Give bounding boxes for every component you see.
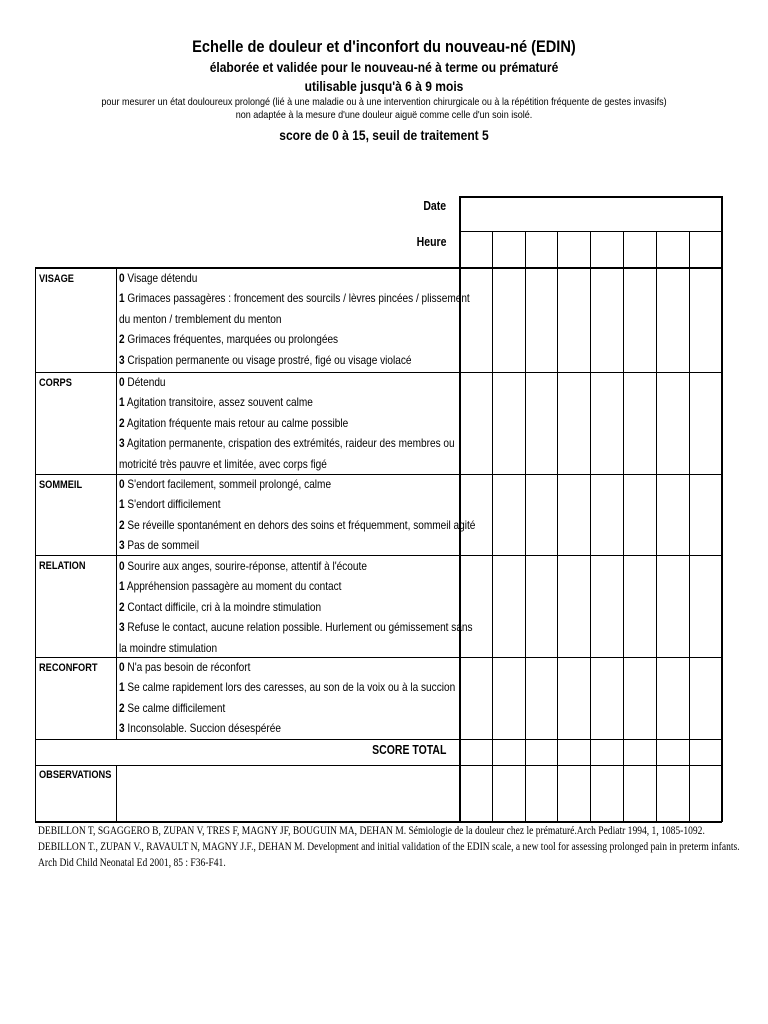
list-item-continuation: motricité très pauvre et limitée, avec corps figé: [119, 456, 327, 471]
score-total-label: SCORE TOTAL: [371, 743, 446, 757]
category-relation: RELATION: [39, 560, 86, 572]
reference-2: DEBILLON T., ZUPAN V., RAVAULT N, MAGNY J.F., DEHAN M. Development and initial validation of the EDIN scale, a new tool for assessing prolonged pain in preterm infants.: [38, 841, 740, 853]
list-item: 0 Visage détendu: [119, 271, 198, 285]
list-item: 3 Inconsolable. Succion désespérée: [119, 721, 281, 736]
list-item: 2 Contact difficile, cri à la moindre stimulation: [119, 599, 322, 614]
list-item: 2 Se calme difficilement: [119, 700, 226, 715]
form-title: Echelle de douleur et d'inconfort du nouveau-né (EDIN): [192, 37, 576, 56]
list-item: 1 Se calme rapidement lors des caresses, au son de la voix ou à la succion: [119, 680, 456, 695]
form-score-range: score de 0 à 15, seuil de traitement 5: [279, 127, 489, 143]
list-item: 2 Se réveille spontanément en dehors des soins et fréquemment, sommeil agité: [119, 517, 476, 532]
observations-label: OBSERVATIONS: [39, 769, 112, 781]
list-item: 1 S'endort difficilement: [119, 497, 221, 512]
list-item: 0 S'endort facilement, sommeil prolongé, calme: [119, 477, 332, 491]
list-item: 2 Grimaces fréquentes, marquées ou prolongées: [119, 332, 339, 347]
category-visage: VISAGE: [39, 273, 74, 285]
list-item: 3 Crispation permanente ou visage prostré, figé ou visage violacé: [119, 352, 412, 367]
list-item: 0 N'a pas besoin de réconfort: [119, 660, 251, 674]
list-item: 2 Agitation fréquente mais retour au calme possible: [119, 415, 349, 430]
list-item: 3 Pas de sommeil: [119, 538, 200, 553]
corps-items: [119, 372, 455, 474]
list-item: 3 Agitation permanente, crispation des extrémités, raideur des membres ou: [119, 436, 455, 451]
form-subtitle-usage: élaborée et validée pour le nouveau-né à terme ou prématuré: [209, 59, 559, 75]
reconfort-items: [119, 657, 455, 739]
reference-2-cont: Arch Did Child Neonatal Ed 2001, 85 : F36-F41.: [38, 857, 226, 869]
form-note-prolonged: pour mesurer un état douloureux prolongé (lié à une maladie ou à une intervention chirurgicale ou à la répétition fréquente de gestes invasifs): [101, 96, 667, 108]
list-item-continuation: la moindre stimulation: [119, 640, 218, 655]
category-sommeil: SOMMEIL: [39, 479, 83, 491]
category-reconfort: RECONFORT: [39, 662, 98, 674]
relation-items: [119, 556, 473, 658]
references: [38, 823, 738, 871]
form-subtitle-age: utilisable jusqu'à 6 à 9 mois: [304, 78, 464, 94]
visage-items: [119, 268, 470, 370]
form-header: [0, 36, 768, 144]
list-item: 0 Détendu: [119, 375, 166, 389]
list-item: 0 Sourire aux anges, sourire-réponse, attentif à l'écoute: [119, 559, 367, 573]
list-item-continuation: du menton / tremblement du menton: [119, 311, 282, 326]
list-item: 1 Appréhension passagère au moment du contact: [119, 579, 342, 594]
category-corps: CORPS: [39, 377, 72, 389]
list-item: 1 Agitation transitoire, assez souvent calme: [119, 395, 313, 410]
list-item: 1 Grimaces passagères : froncement des sourcils / lèvres pincées / plissement: [119, 291, 470, 306]
sommeil-items: [119, 474, 476, 556]
form-note-acute: non adaptée à la mesure d'une douleur aiguë comme celle d'un soin isolé.: [235, 109, 533, 121]
reference-1: DEBILLON T, SGAGGERO B, ZUPAN V, TRES F, MAGNY JF, BOUGUIN MA, DEHAN M. Sémiologie de la douleur chez le prématuré.Arch Pediatr 1994, 1, 1085-1092.: [38, 825, 705, 837]
date-label: Date: [423, 199, 446, 213]
list-item: 3 Refuse le contact, aucune relation possible. Hurlement ou gémissement sans: [119, 620, 473, 635]
heure-label: Heure: [416, 235, 446, 249]
